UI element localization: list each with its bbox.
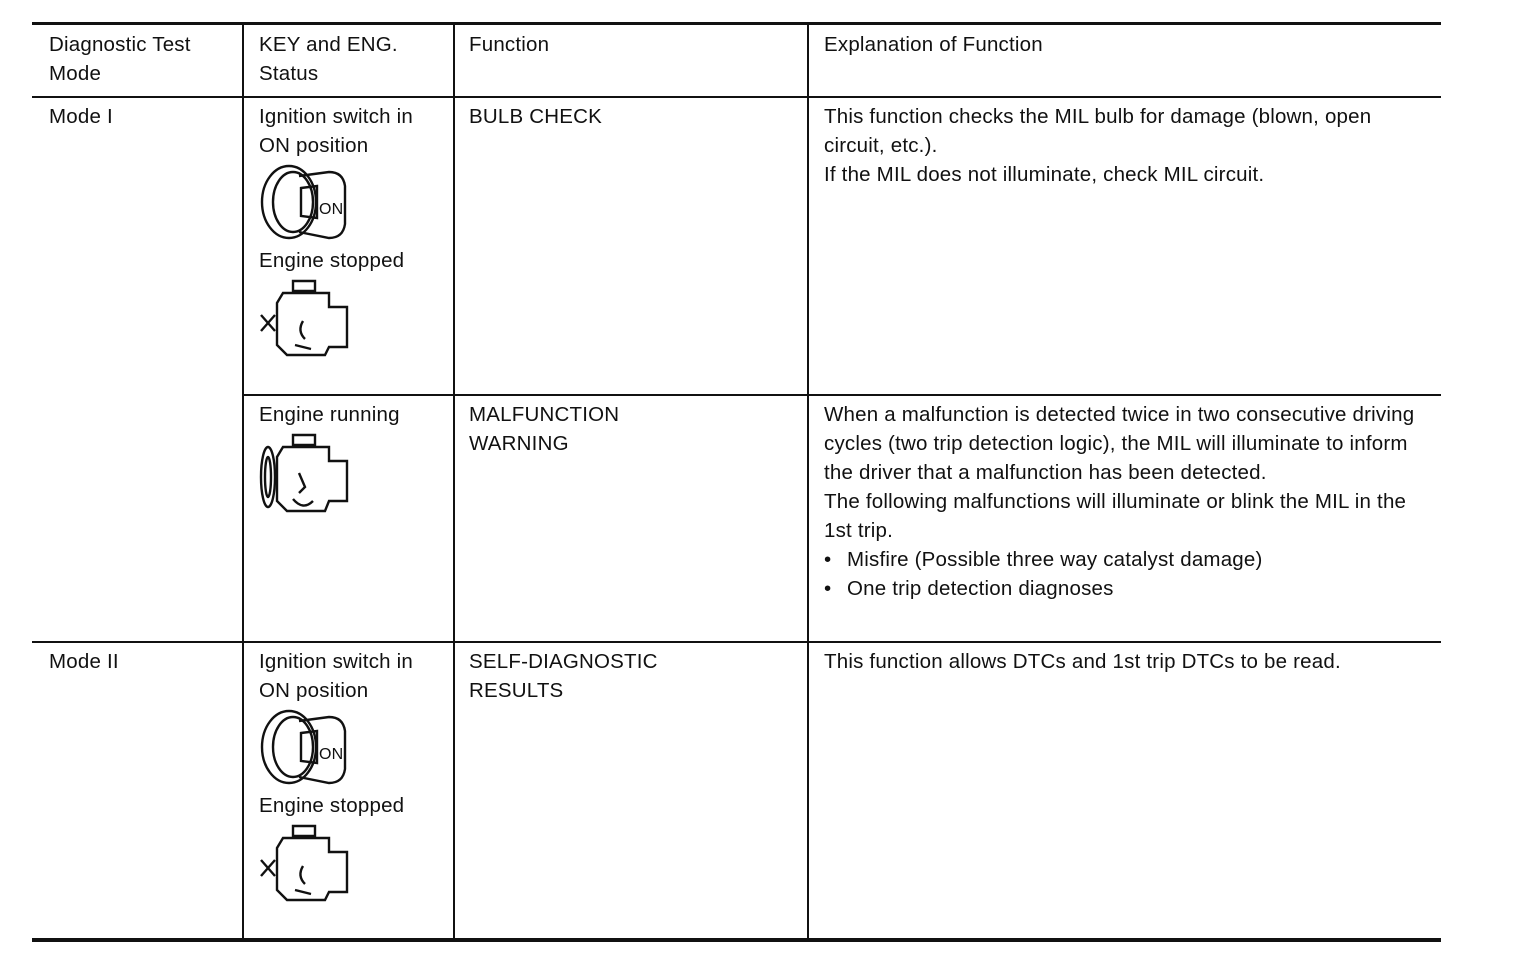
explanation-text: This function checks the MIL bulb for damage (blown, open circuit, etc.).	[824, 105, 1372, 157]
mode-label: Mode II	[49, 650, 119, 673]
key-eng-status	[259, 102, 439, 361]
function-explanation	[824, 647, 1436, 676]
function-explanation	[824, 400, 1436, 603]
list-item: • Misfire (Possible three way catalyst damage)	[824, 548, 1263, 571]
header-mode: Diagnostic Test Mode	[49, 33, 191, 85]
engine-running-icon	[259, 429, 351, 519]
column-divider	[807, 22, 809, 940]
function-label: SELF-DIAGNOSTIC RESULTS	[469, 650, 658, 702]
key-eng-status	[259, 400, 439, 519]
engine-stopped-icon	[259, 820, 351, 906]
status-text: Engine running	[259, 403, 400, 426]
ignition-key-on-icon	[259, 705, 351, 791]
svg-text:ON: ON	[319, 746, 344, 763]
header-status: KEY and ENG. Status	[259, 33, 398, 85]
status-text: Ignition switch in ON position	[259, 105, 414, 157]
column-divider	[242, 22, 244, 940]
function-label: MALFUNCTION WARNING	[469, 403, 620, 455]
row-divider	[243, 394, 1441, 396]
diagnostic-mode-table	[32, 22, 1441, 942]
header-explanation: Explanation of Function	[824, 33, 1043, 56]
explanation-text: This function allows DTCs and 1st trip DTCs to be read.	[824, 650, 1341, 673]
ignition-key-on-icon	[259, 160, 351, 246]
svg-text:ON: ON	[319, 201, 344, 218]
function-explanation	[824, 102, 1436, 189]
status-text: Engine stopped	[259, 794, 405, 817]
explanation-text: The following malfunctions will illuminate or blink the MIL in the 1st trip.	[824, 490, 1407, 542]
list-item: • One trip detection diagnoses	[824, 577, 1114, 600]
mode-label: Mode I	[49, 105, 113, 128]
function-label: BULB CHECK	[469, 105, 603, 128]
column-divider	[453, 22, 455, 940]
key-eng-status	[259, 647, 439, 906]
header-function: Function	[469, 33, 550, 56]
engine-stopped-icon	[259, 275, 351, 361]
explanation-text: When a malfunction is detected twice in two consecutive driving cycles (two trip detection logic), the MIL will illuminate to inform the driver that a malfunction has been detected.	[824, 403, 1415, 484]
explanation-text: If the MIL does not illuminate, check MIL circuit.	[824, 163, 1265, 186]
status-text: Ignition switch in ON position	[259, 650, 414, 702]
status-text: Engine stopped	[259, 249, 405, 272]
